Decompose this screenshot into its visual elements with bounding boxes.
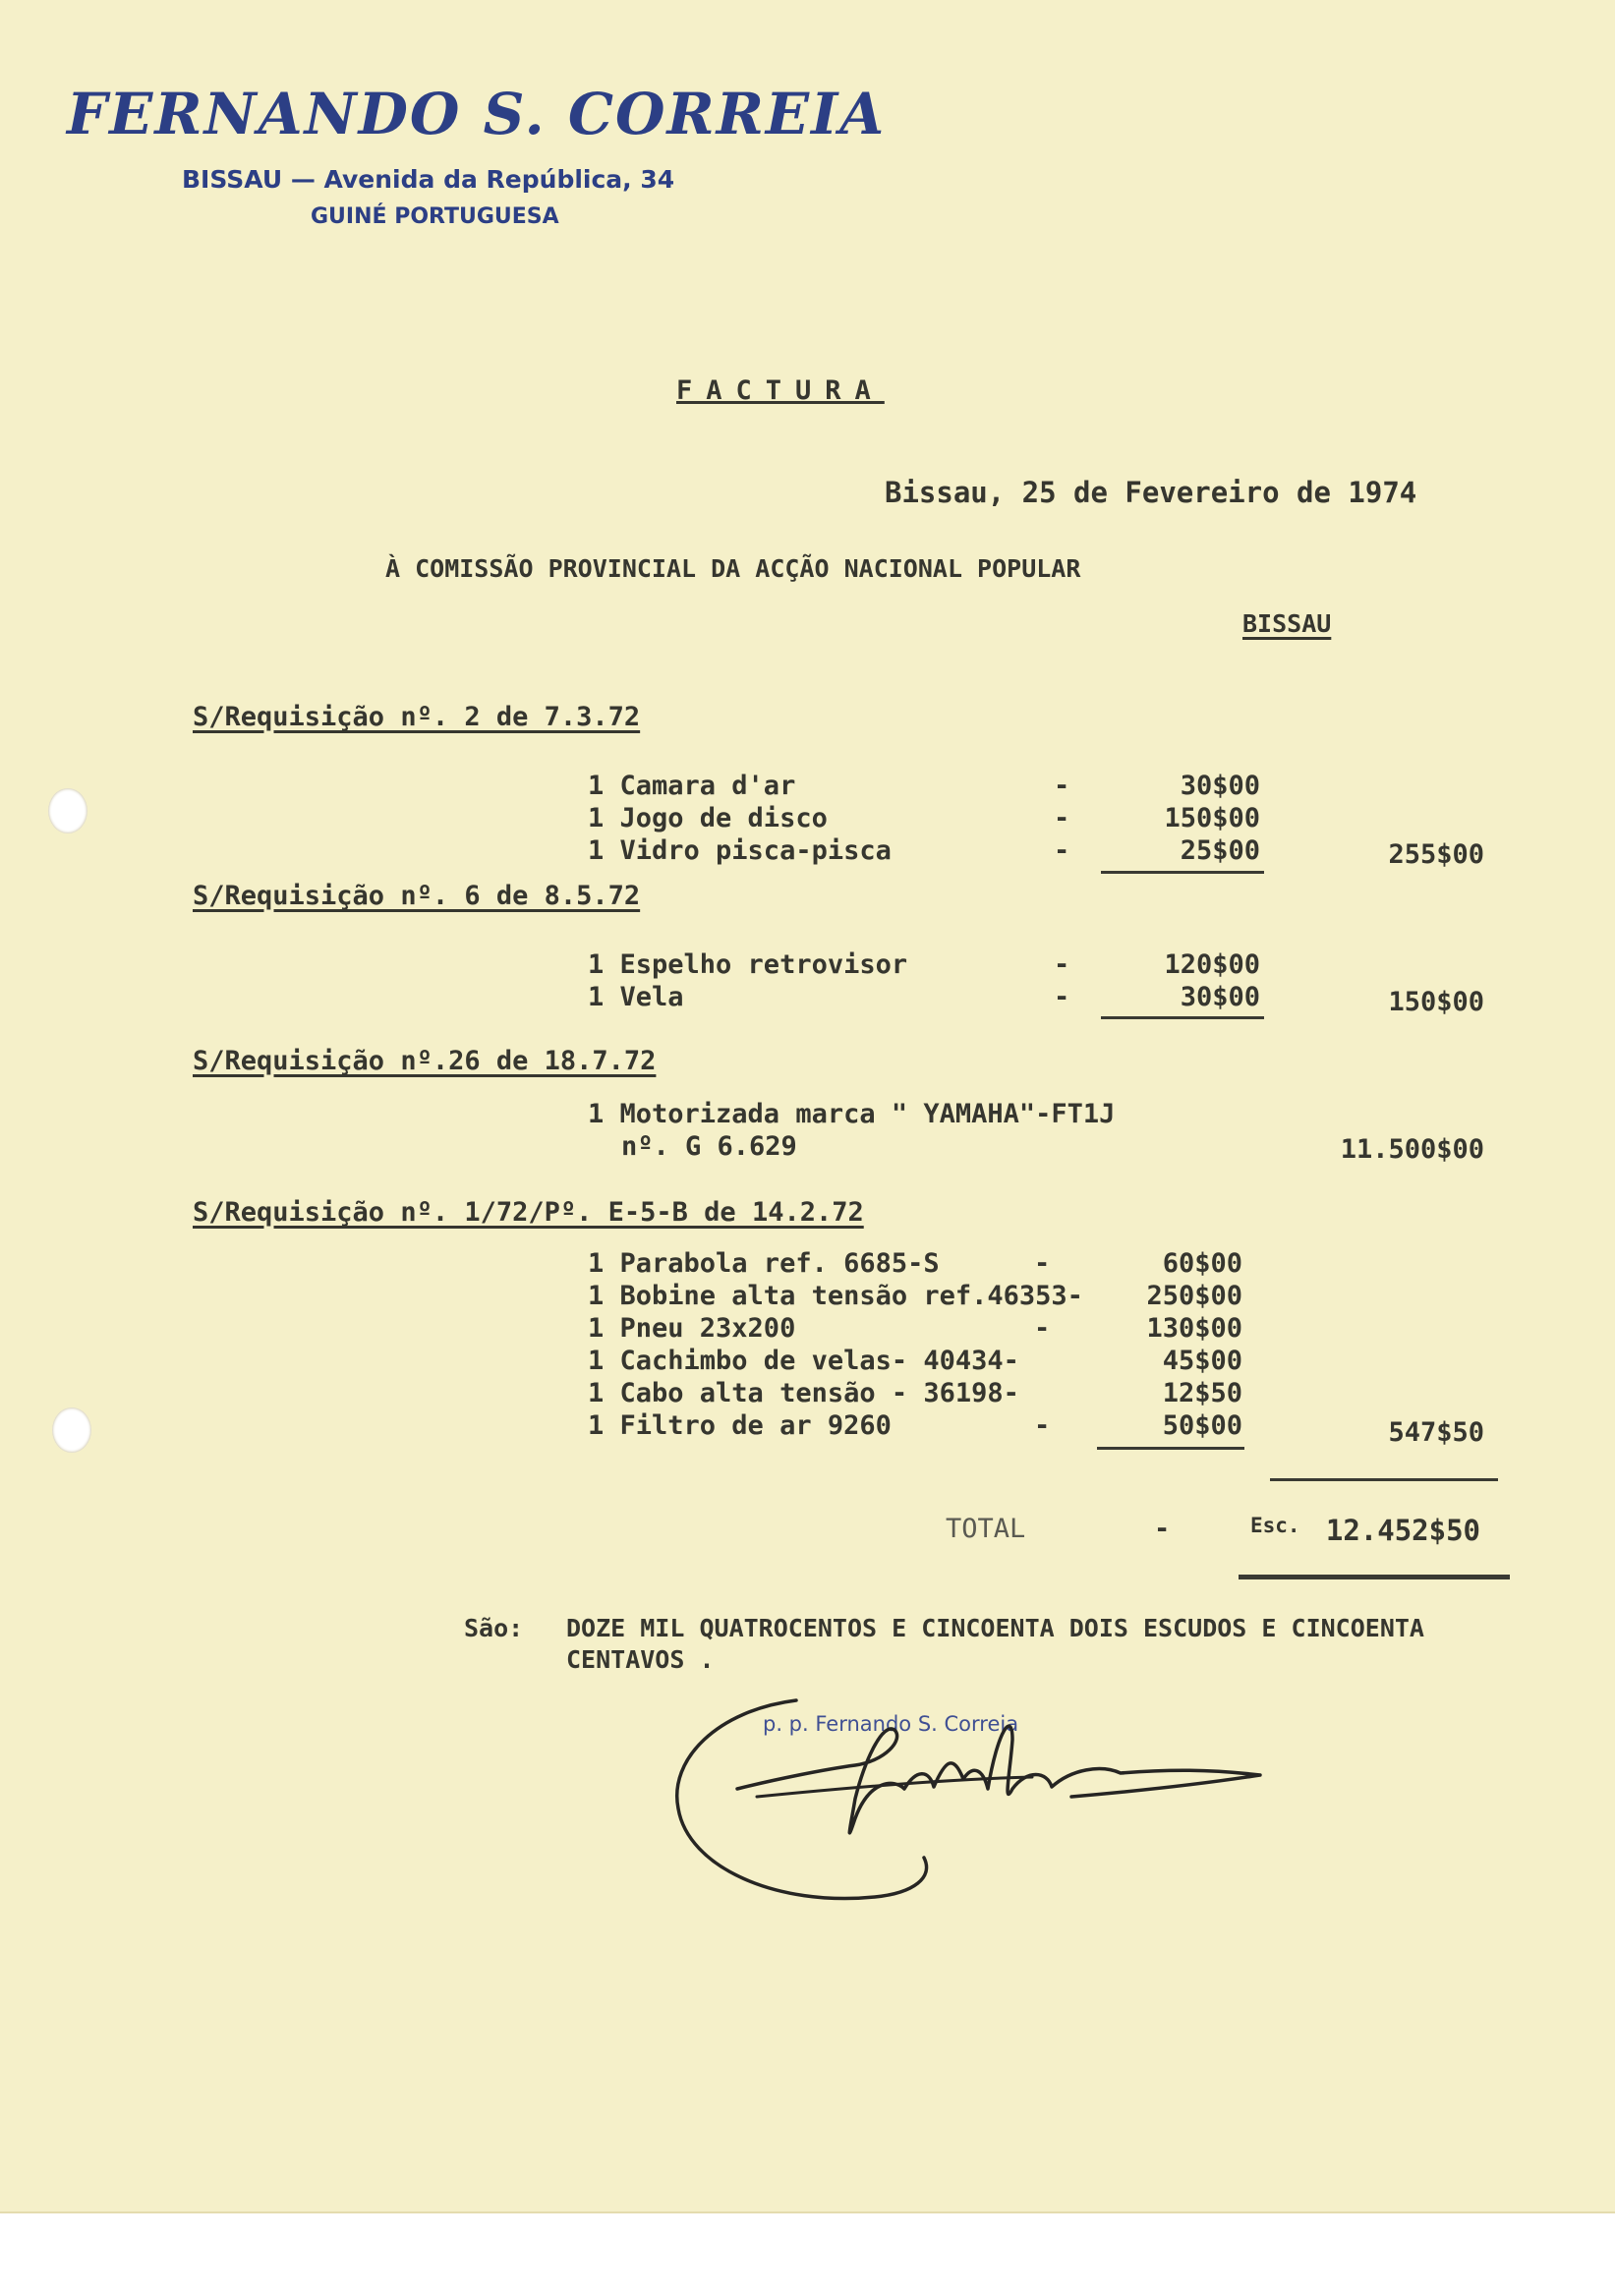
line-item-description: 1 Jogo de disco	[588, 803, 828, 833]
handwritten-signature	[659, 1671, 1288, 1926]
requisition-header: S/Requisição nº. 6 de 8.5.72	[193, 881, 641, 911]
line-item-description: 1 Camara d'ar	[588, 771, 796, 801]
company-name: FERNANDO S. CORREIA	[67, 81, 887, 147]
dash: -	[1034, 1248, 1051, 1279]
sum-rule	[1101, 1016, 1264, 1019]
dash: -	[1054, 803, 1070, 833]
line-item-description: 1 Cabo alta tensão - 36198-	[588, 1378, 1019, 1408]
line-item-description: 1 Vela	[588, 982, 684, 1012]
dash: -	[1034, 1313, 1051, 1344]
line-item-description: 1 Motorizada marca " YAMAHA"-FT1J	[588, 1099, 1116, 1129]
line-item-price: 30$00	[1180, 982, 1260, 1012]
total-rule	[1270, 1478, 1498, 1481]
line-item-description: 1 Bobine alta tensão ref.46353-	[588, 1281, 1083, 1311]
recipient: À COMISSÃO PROVINCIAL DA ACÇÃO NACIONAL POPULAR	[385, 554, 1081, 583]
amount-words-label: São:	[464, 1614, 524, 1642]
requisition-header: S/Requisição nº. 1/72/Pº. E-5-B de 14.2.72	[193, 1197, 864, 1228]
sum-rule	[1101, 871, 1264, 874]
line-item-description: nº. G 6.629	[621, 1131, 797, 1162]
dash: -	[1054, 771, 1070, 801]
company-country: GUINÉ PORTUGUESA	[311, 204, 559, 229]
punch-hole	[52, 1407, 91, 1453]
line-item-price: 25$00	[1180, 835, 1260, 866]
dash: -	[1054, 949, 1070, 980]
dash: -	[1054, 982, 1070, 1012]
dash: -	[1054, 835, 1070, 866]
line-item-price: 250$00	[1146, 1281, 1242, 1311]
line-item-description: 1 Cachimbo de velas- 40434-	[588, 1346, 1019, 1376]
requisition-header: S/Requisição nº.26 de 18.7.72	[193, 1046, 657, 1076]
line-item-price: 30$00	[1180, 771, 1260, 801]
line-item-description: 1 Espelho retrovisor	[588, 949, 908, 980]
date-line: Bissau, 25 de Fevereiro de 1974	[885, 476, 1417, 509]
amount-words-line1: DOZE MIL QUATROCENTOS E CINCOENTA DOIS ESCUDOS E CINCOENTA	[566, 1614, 1424, 1642]
dash: -	[1034, 1410, 1051, 1441]
total-dash: -	[1154, 1514, 1171, 1544]
line-item-price: 12$50	[1162, 1378, 1242, 1408]
line-item-description: 1 Parabola ref. 6685-S	[588, 1248, 940, 1279]
company-address: BISSAU — Avenida da República, 34	[182, 165, 675, 194]
sum-rule	[1097, 1447, 1244, 1450]
line-item-price: 50$00	[1162, 1410, 1242, 1441]
line-item-price: 150$00	[1164, 803, 1260, 833]
requisition-subtotal: 547$50	[1388, 1417, 1484, 1448]
total-value: 12.452$50	[1325, 1514, 1480, 1547]
line-item-description: 1 Filtro de ar 9260	[588, 1410, 892, 1441]
requisition-subtotal: 150$00	[1388, 987, 1484, 1017]
line-item-price: 120$00	[1164, 949, 1260, 980]
total-currency: Esc.	[1250, 1514, 1300, 1537]
total-label: TOTAL	[946, 1514, 1026, 1544]
line-item-price: 130$00	[1146, 1313, 1242, 1344]
document-title: FACTURA	[676, 375, 885, 406]
line-item-price: 45$00	[1162, 1346, 1242, 1376]
total-double-rule	[1239, 1575, 1510, 1579]
requisition-header: S/Requisição nº. 2 de 7.3.72	[193, 702, 641, 732]
punch-hole	[48, 788, 87, 833]
amount-words-line2: CENTAVOS .	[566, 1645, 715, 1674]
recipient-city: BISSAU	[1242, 609, 1332, 638]
line-item-price: 60$00	[1162, 1248, 1242, 1279]
signature-caption: p. p. Fernando S. Correia	[763, 1712, 1019, 1736]
line-item-description: 1 Vidro pisca-pisca	[588, 835, 892, 866]
requisition-subtotal: 255$00	[1388, 839, 1484, 870]
requisition-subtotal: 11.500$00	[1340, 1134, 1484, 1165]
line-item-description: 1 Pneu 23x200	[588, 1313, 796, 1344]
